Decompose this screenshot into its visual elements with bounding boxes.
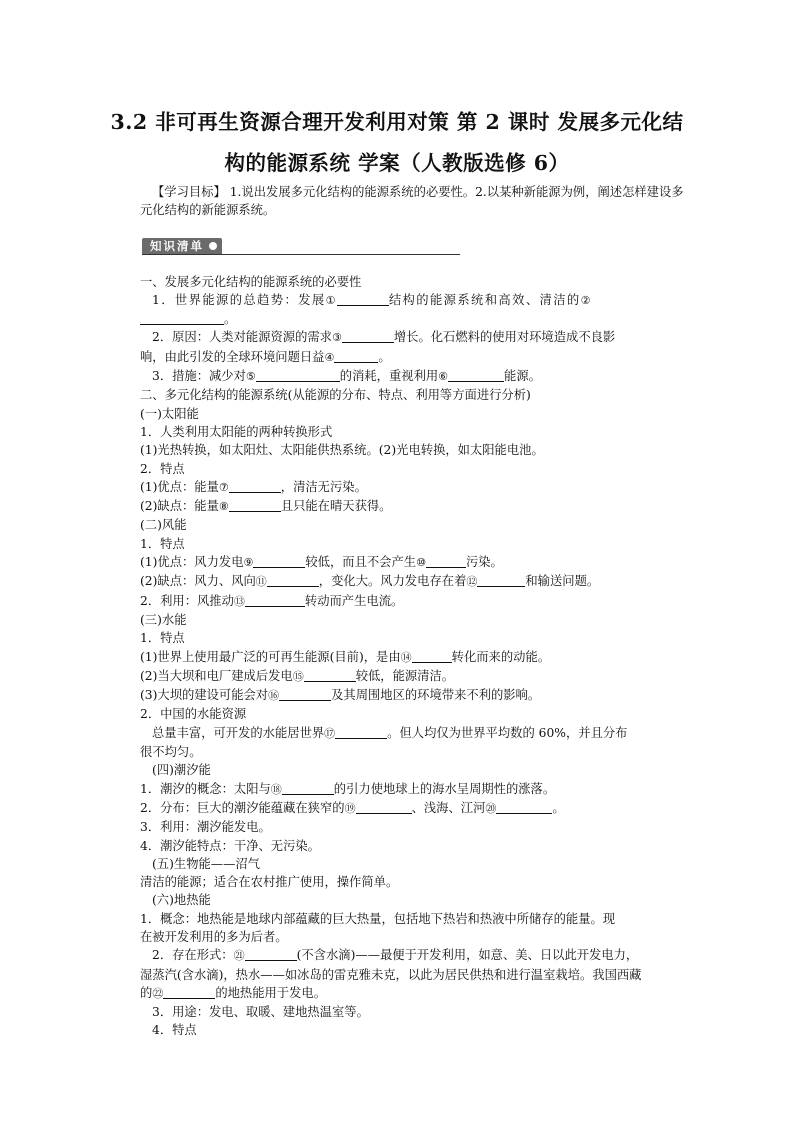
tide-heading: (四)潮汐能	[152, 763, 211, 778]
solar-heading: (一)太阳能	[140, 406, 199, 421]
blank-9[interactable]	[253, 554, 305, 568]
header-divider	[142, 254, 460, 255]
wind-heading: (二)风能	[140, 518, 187, 533]
wind-use: 2．利用：风推动⑬ 转动而产生电流。	[140, 593, 404, 608]
geo-3: 3．用途：发电、取暖、建地热温室等。	[152, 1005, 369, 1020]
line-s1-2-cont: 响，由此引发的全球环境问题日益④ 。	[140, 349, 391, 364]
blank-7[interactable]	[229, 479, 281, 493]
knowledge-list-badge: 知识清单	[142, 238, 222, 255]
tide-4: 4．潮汐能特点：干净、无污染。	[140, 838, 320, 853]
geo-1: 1．概念：地热能是地球内部蕴藏的巨大热量，包括地下热岩和热液中所储存的能量。现	[140, 911, 616, 926]
blank-12[interactable]	[477, 573, 525, 587]
blank-22[interactable]	[163, 985, 215, 999]
water-2a: 总量丰富，可开发的水能居世界⑰ 。但人均仅为世界平均数的 60%，并且分布	[152, 725, 628, 740]
badge-dot-icon	[209, 242, 217, 250]
water-2a-cont: 很不均匀。	[140, 745, 202, 760]
section-1-heading: 一、发展多元化结构的能源系统的必要性	[140, 274, 362, 289]
blank-15[interactable]	[304, 668, 356, 682]
knowledge-list-header	[140, 234, 688, 264]
page-title-line-2: 构的能源系统 学案（人教版选修 6）	[224, 151, 570, 175]
blank-10[interactable]	[426, 554, 466, 568]
blank-19[interactable]	[356, 800, 412, 814]
water-line-1: 1．特点	[140, 631, 185, 646]
water-1b: (2)当大坝和电厂建成后发电⑮ 较低，能源清洁。	[140, 668, 455, 683]
blank-4[interactable]	[334, 349, 378, 363]
geo-2-cont2: 的㉒ 的地热能用于发电。	[140, 985, 326, 1000]
wind-cons: (2)缺点：风力、风向⑪ ，变化大。风力发电存在着⑫ 和输送问题。	[140, 574, 600, 589]
geo-2-cont: 湿蒸汽(含水滴)，热水——如冰岛的雷克雅未克，以此为居民供热和进行温室栽培。我国西藏	[140, 967, 642, 982]
geo-4: 4．特点	[152, 1023, 197, 1038]
solar-line-1: 1．人类利用太阳能的两种转换形式	[140, 424, 333, 439]
learning-goal-label: 【学习目标】	[152, 185, 226, 199]
blank-6[interactable]	[448, 368, 504, 382]
blank-1[interactable]	[337, 292, 389, 306]
blank-3[interactable]	[342, 329, 394, 343]
line-s1-3: 3．措施：减少对⑤ 的消耗，重视利用⑥ 能源。	[152, 369, 541, 384]
bio-heading: (五)生物能——沼气	[152, 856, 260, 871]
water-heading: (三)水能	[140, 612, 187, 627]
solar-cons: (2)缺点：能量⑧ 且只能在晴天获得。	[140, 499, 392, 514]
wind-line-1: 1．特点	[140, 536, 185, 551]
solar-line-1-text: (1)光热转换，如太阳灶、太阳能供热系统。(2)光电转换，如太阳能电池。	[140, 443, 544, 458]
blank-14[interactable]	[412, 649, 452, 663]
line-s1-1: 1．世界能源的总趋势：发展① 结构的能源系统和高效、清洁的②	[152, 292, 592, 307]
solar-line-2: 2．特点	[140, 461, 185, 476]
section-2-heading: 二、多元化结构的能源系统(从能源的分布、特点、利用等方面进行分析)	[140, 388, 531, 403]
document-body	[140, 183, 688, 1040]
blank-20[interactable]	[496, 800, 552, 814]
blank-16[interactable]	[279, 687, 331, 701]
line-s1-1-cont: 。	[140, 310, 688, 328]
solar-pros: (1)优点：能量⑦ ，清洁无污染。	[140, 479, 367, 494]
geo-heading: (六)地热能	[152, 893, 211, 908]
blank-11[interactable]	[267, 573, 319, 587]
learning-goal	[140, 183, 688, 220]
bio-text: 清洁的能源；适合在农村推广使用，操作简单。	[140, 875, 399, 890]
line-s1-2: 2．原因：人类对能源资源的需求③ 增长。化石燃料的使用对环境造成不良影	[152, 330, 616, 345]
geo-2: 2．存在形式：㉑ (不含水滴)——最便于开发利用，如意、美、日以此开发电力，	[152, 948, 639, 963]
blank-18[interactable]	[282, 781, 334, 795]
tide-3: 3．利用：潮汐能发电。	[140, 820, 271, 835]
page-title-line-1: 3.2 非可再生资源合理开发利用对策 第 2 课时 发展多元化结	[110, 110, 684, 134]
blank-17[interactable]	[335, 725, 387, 739]
water-1a: (1)世界上使用最广泛的可再生能源(目前)，是由⑭ 转化而来的动能。	[140, 649, 551, 664]
tide-2: 2．分布：巨大的潮汐能蕴藏在狭窄的⑲ 、浅海、江河⑳ 。	[140, 800, 565, 815]
water-line-2: 2．中国的水能资源	[140, 707, 247, 722]
learning-goal-text: 1.说出发展多元化结构的能源系统的必要性。2.以某种新能源为例，阐述怎样建设多元化结构的新能源系统。	[140, 185, 684, 218]
blank-8[interactable]	[229, 498, 281, 512]
geo-1-cont: 在被开发利用的多为后者。	[140, 929, 288, 944]
blank-2[interactable]	[140, 311, 224, 325]
blank-5[interactable]	[256, 368, 340, 382]
tide-1: 1．潮汐的概念：太阳与⑱ 的引力使地球上的海水呈周期性的涨落。	[140, 781, 556, 796]
water-1c: (3)大坝的建设可能会对⑯ 及其周围地区的环境带来不利的影响。	[140, 688, 541, 703]
blank-21[interactable]	[245, 947, 297, 961]
wind-pros: (1)优点：风力发电⑨ 较低，而且不会产生⑩ 污染。	[140, 555, 503, 570]
blank-13[interactable]	[245, 593, 305, 607]
